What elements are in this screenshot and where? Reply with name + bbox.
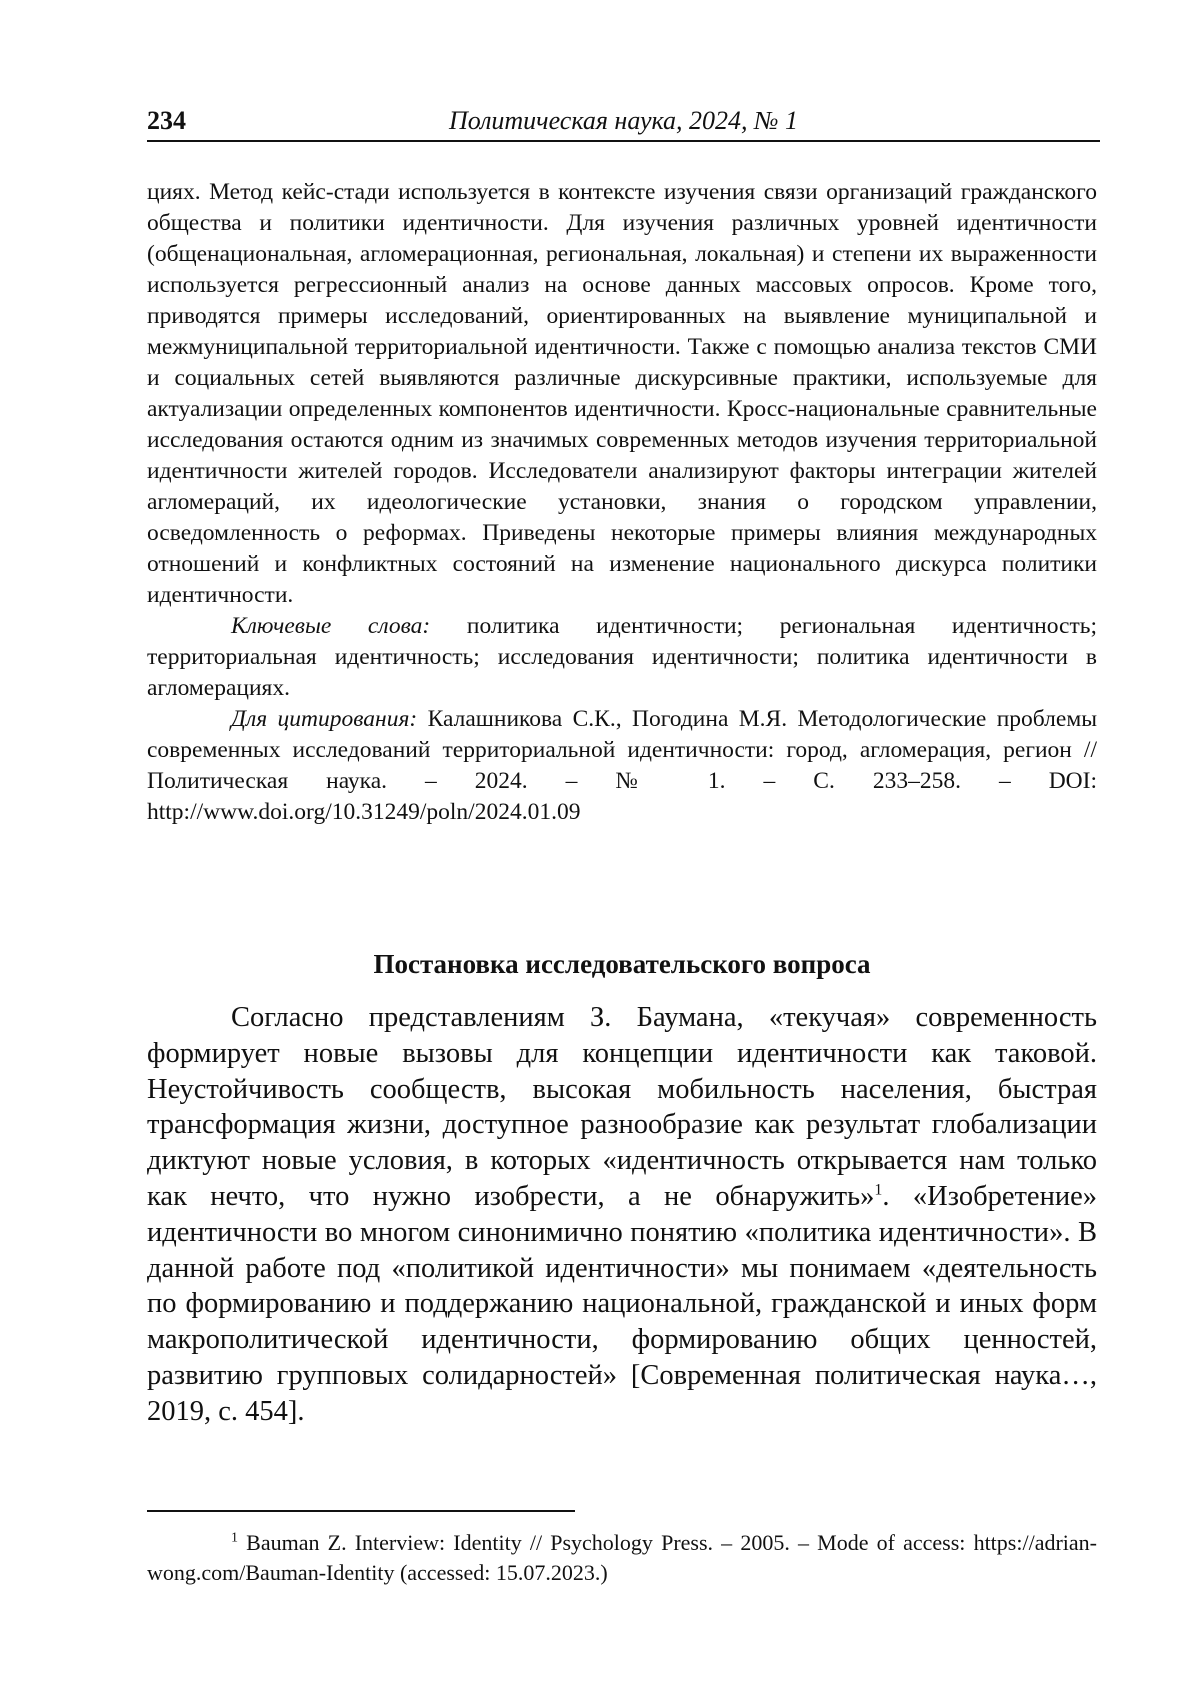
citation-text: Калашникова С.К., Погодина М.Я. Методологические проблемы современных исследований территориальной идентичности: город, агломерация, регион // Политическая наука. – 2024. – № 1. – С. 233–258. – DOI: http://www.doi.org/10.31249/poln/2024.01.09	[147, 706, 1097, 825]
body-text-part2: . «Изобретение» идентичности во многом синонимично понятию «политика идентичности». В данной работе под «политикой идентичности» мы понимаем «деятельность по формированию и поддержанию национальной, гражданской и иных форм макрополитической идентичности, формированию общих ценностей, развитию групповых солидарностей» [Современная политическая наука…, 2019, с. 454].	[147, 1181, 1097, 1427]
citation-paragraph	[147, 704, 1097, 828]
journal-title: Политическая наука, 2024, № 1	[147, 106, 1100, 136]
footnote-rule	[147, 1510, 575, 1512]
keywords-label: Ключевые слова:	[231, 613, 430, 639]
body-paragraph	[147, 1000, 1097, 1430]
body-text-part1: Согласно представлениям З. Баумана, «текучая» современность формирует новые вызовы для концепции идентичности как таковой. Неустойчивость сообществ, высокая мобильность населения, быстрая трансформация жизни, доступное разнообразие как результат глобализации диктуют новые условия, в которых «идентичность открывается нам только как нечто, что нужно изобрести, а не обнаружить»	[147, 1002, 1097, 1212]
abstract-text: циях. Метод кейс-стади используется в контексте изучения связи организаций гражданского общества и политики идентичности. Для изучения различных уровней идентичности (общенациональная, агломерационная, региональная, локальная) и степени их выраженности используется регрессионный анализ на основе данных массовых опросов. Кроме того, приводятся примеры исследований, ориентированных на выявление муниципальной и межмуниципальной территориальной идентичности. Также с помощью анализа текстов СМИ и социальных сетей выявляются различные дискурсивные практики, используемые для актуализации определенных компонентов идентичности. Кросс-национальные сравнительные исследования остаются одним из значимых современных методов изучения территориальной идентичности жителей городов. Исследователи анализируют факторы интеграции жителей агломераций, их идеологические установки, знания о городском управлении, осведомленность о реформах. Приведены некоторые примеры влияния международных отношений и конфликтных состояний на изменение национального дискурса политики идентичности.	[147, 177, 1097, 611]
body-text	[147, 1000, 1097, 1430]
footnote-reference[interactable]: 1	[874, 1181, 882, 1198]
page-number: 234	[147, 106, 186, 136]
section-heading: Постановка исследовательского вопроса	[147, 947, 1097, 981]
footnote	[147, 1528, 1097, 1588]
keywords-paragraph	[147, 611, 1097, 704]
keywords-text: политика идентичности; региональная идентичность; территориальная идентичность; исследования идентичности; политика идентичности в агломерациях.	[147, 613, 1097, 701]
footnote-paragraph	[147, 1528, 1097, 1588]
running-header	[147, 106, 1100, 142]
footnote-text: Bauman Z. Interview: Identity // Psychology Press. – 2005. – Mode of access: https://adrian-wong.com/Bauman-Identity (accessed: 15.07.2023.)	[147, 1530, 1097, 1585]
page	[0, 0, 1200, 1706]
abstract	[147, 177, 1097, 828]
citation-label: Для цитирования:	[231, 706, 417, 732]
footnote-marker: 1	[231, 1531, 238, 1546]
